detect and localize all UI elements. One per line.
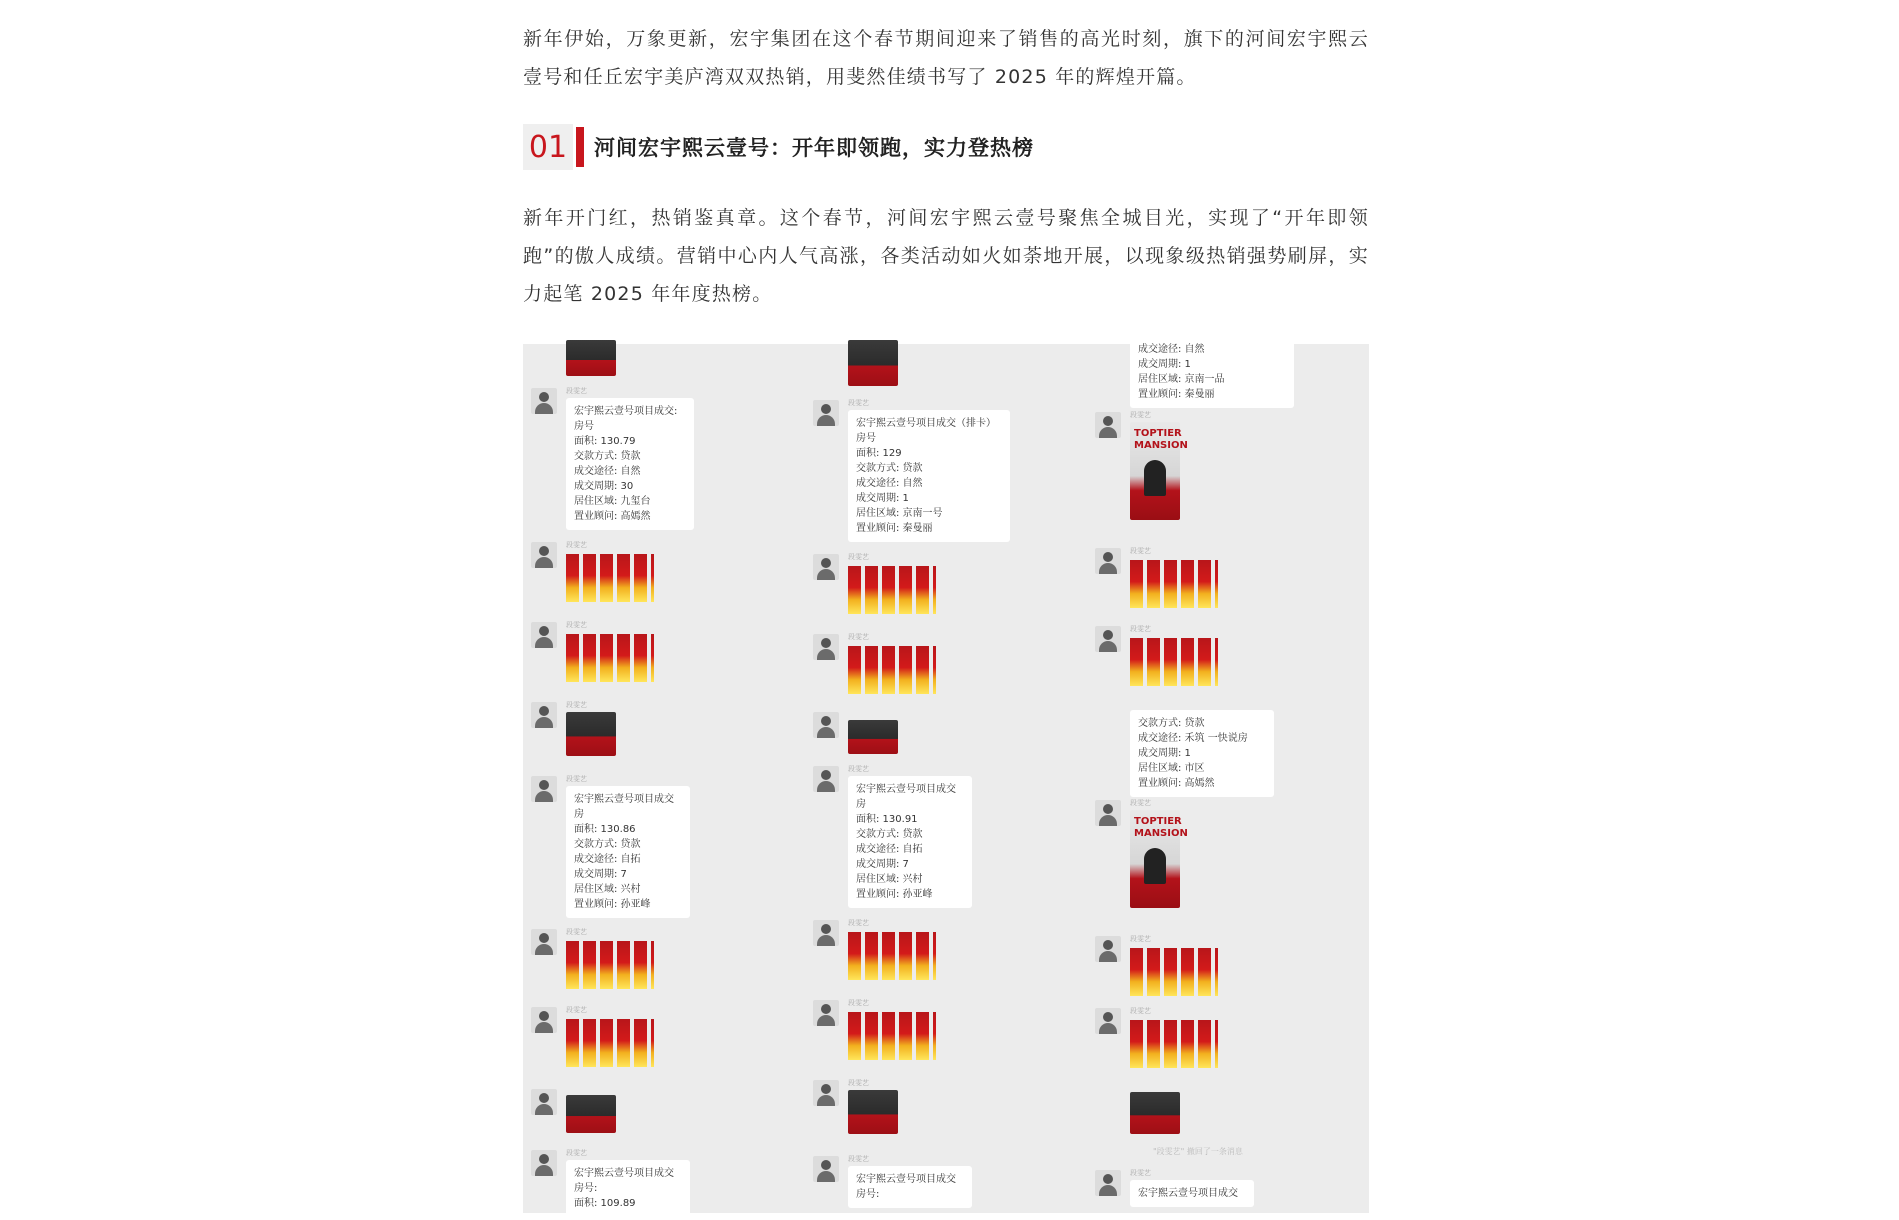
poster-title: TOPTIER MANSION: [1134, 428, 1188, 451]
avatar: [531, 1007, 557, 1033]
deal-line: 面积: 129: [856, 448, 902, 459]
sender-name: 段雯艺: [566, 928, 587, 936]
deal-line: 交款方式: 贷款: [856, 463, 923, 474]
sender-name: 段雯艺: [1130, 935, 1151, 943]
deal-message: [531, 388, 791, 538]
sender-name: 段雯艺: [566, 1149, 587, 1157]
section-title: 河间宏宇熙云壹号：开年即领跑，实力登热榜: [594, 136, 1034, 160]
deal-line: 交款方式: 贷款: [856, 829, 923, 840]
avatar: [813, 400, 839, 426]
deal-line: 成交周期: 7: [856, 859, 909, 870]
deal-line: 成交周期: 1: [1138, 359, 1191, 370]
deal-line: 居住区域: 九玺台: [574, 496, 651, 507]
deal-bubble: [848, 776, 972, 908]
firecracker-sticker: [1130, 1020, 1218, 1068]
poster-person-figure: [1144, 848, 1166, 884]
firecracker-message: [1095, 548, 1295, 612]
poster-image: [1130, 810, 1188, 908]
section-number: 01: [523, 124, 573, 170]
sender-name: 段雯艺: [848, 999, 869, 1007]
deal-message: [1095, 1170, 1355, 1220]
deal-line: 置业顾问: 高嫣然: [1138, 778, 1215, 789]
deal-line: 交款方式: 贷款: [574, 451, 641, 462]
firecracker-message: [531, 929, 731, 993]
avatar: [813, 634, 839, 660]
deal-line: 面积: 130.91: [856, 814, 918, 825]
avatar: [1095, 800, 1121, 826]
deal-line: 面积: 130.79: [574, 436, 636, 447]
deal-message: [1095, 710, 1355, 794]
avatar: [813, 766, 839, 792]
deal-message: [531, 1150, 791, 1220]
deal-bubble: [566, 786, 690, 918]
deal-bubble: [1130, 1180, 1254, 1207]
sender-name: 段雯艺: [1130, 625, 1151, 633]
poster-person-figure: [1144, 460, 1166, 496]
firecracker-sticker: [1130, 948, 1218, 996]
deal-line: 居住区域: 兴村: [856, 874, 923, 885]
avatar: [1095, 548, 1121, 574]
avatar: [531, 542, 557, 568]
firecracker-sticker: [1130, 560, 1218, 608]
sender-name: 段雯艺: [848, 1155, 869, 1163]
deal-line: 成交周期: 1: [1138, 748, 1191, 759]
intro-paragraph: 新年伊始，万象更新，宏宇集团在这个春节期间迎来了销售的高光时刻，旗下的河间宏宇熙云壹号和任丘宏宇美庐湾双双热销，用斐然佳绩书写了 2025 年的辉煌开篇。: [523, 28, 1369, 88]
firecracker-message: [531, 542, 731, 606]
sender-name: 段雯艺: [566, 1006, 587, 1014]
deal-line: 宏宇熙云壹号项目成交: [574, 794, 674, 805]
poster-message: [1095, 1092, 1295, 1142]
sender-name: 段雯艺: [848, 633, 869, 641]
sender-name: 段雯艺: [566, 701, 587, 709]
deal-line: 置业顾问: 孙亚峰: [856, 889, 933, 900]
body-paragraph: 新年开门红，热销鉴真章。这个春节，河间宏宇熙云壹号聚焦全城目光，实现了“开年即领跑”的傲人成绩。营销中心内人气高涨，各类活动如火如荼地开展，以现象级热销强势刷屏，实力起笔 2025 年年度热榜。: [523, 207, 1369, 305]
firecracker-message: [1095, 1008, 1295, 1072]
avatar: [531, 776, 557, 802]
deal-line: 居住区域: 京南一品: [1138, 374, 1225, 385]
avatar: [1095, 1170, 1121, 1196]
poster-thumbnail: [566, 1095, 616, 1133]
firecracker-sticker: [566, 634, 654, 682]
avatar: [1095, 1008, 1121, 1034]
poster-message: [1095, 800, 1295, 920]
poster-message: [531, 1089, 731, 1139]
sender-name: 段雯艺: [566, 775, 587, 783]
sender-name: 段雯艺: [848, 1079, 869, 1087]
deal-line: 置业顾问: 秦曼丽: [1138, 389, 1215, 400]
deal-line: 宏宇熙云壹号项目成交: [574, 1168, 674, 1179]
deal-bubble: [566, 398, 694, 530]
avatar: [813, 1080, 839, 1106]
deal-line: 房号:: [856, 1189, 880, 1200]
section-accent-bar: [576, 127, 584, 167]
chat-message: [813, 340, 1013, 390]
deal-line: 居住区域: 市区: [1138, 763, 1205, 774]
poster-thumbnail: [566, 712, 616, 756]
avatar: [1095, 936, 1121, 962]
poster-thumbnail: [1130, 1092, 1180, 1134]
avatar: [531, 1089, 557, 1115]
sender-name: 段雯艺: [848, 399, 869, 407]
avatar: [531, 929, 557, 955]
avatar: [1095, 626, 1121, 652]
poster-thumbnail: [848, 720, 898, 754]
deal-message: [813, 400, 1073, 550]
sender-name: 段雯艺: [1130, 1007, 1151, 1015]
deal-line: 成交途径: 自然: [856, 478, 923, 489]
chat-column-3: [1095, 344, 1365, 1213]
firecracker-sticker: [566, 554, 654, 602]
firecracker-message: [813, 1000, 1013, 1064]
deal-line: 置业顾问: 孙亚峰: [574, 899, 651, 910]
firecracker-message: [813, 554, 1013, 618]
deal-line: 成交途径: 自拓: [574, 854, 641, 865]
chat-screenshot-image: [523, 344, 1369, 1213]
chat-column-2: [813, 344, 1083, 1213]
deal-bubble: [566, 1160, 690, 1217]
sender-name: 段雯艺: [566, 387, 587, 395]
deal-line: 面积: 109.89: [574, 1198, 636, 1209]
deal-line: 宏宇熙云壹号项目成交（排卡）: [856, 418, 996, 429]
firecracker-message: [531, 1007, 731, 1071]
firecracker-sticker: [566, 1019, 654, 1067]
avatar: [531, 388, 557, 414]
chat-message: [531, 340, 731, 380]
deal-bubble: [1130, 710, 1274, 797]
firecracker-message: [813, 634, 1013, 698]
deal-line: 交款方式: 贷款: [1138, 718, 1205, 729]
firecracker-message: [813, 920, 1013, 984]
sender-name: 段雯艺: [566, 541, 587, 549]
deal-line: 居住区域: 兴村: [574, 884, 641, 895]
deal-line: 交款方式: 贷款: [574, 839, 641, 850]
avatar: [531, 622, 557, 648]
sender-name: 段雯艺: [1130, 547, 1151, 555]
avatar: [531, 1150, 557, 1176]
sender-name: 段雯艺: [848, 919, 869, 927]
sender-name: 段雯艺: [1130, 799, 1151, 807]
avatar: [813, 920, 839, 946]
deal-line: 置业顾问: 秦曼丽: [856, 523, 933, 534]
deal-bubble: [848, 1166, 972, 1208]
deal-line: 宏宇熙云壹号项目成交: [1138, 1188, 1238, 1199]
firecracker-sticker: [848, 646, 936, 694]
deal-line: 宏宇熙云壹号项目成交: [856, 1174, 956, 1185]
firecracker-message: [531, 622, 731, 686]
firecracker-message: [1095, 626, 1295, 690]
sender-name: 段雯艺: [848, 765, 869, 773]
deal-line: 宏宇熙云壹号项目成交: [856, 784, 956, 795]
poster-message: [813, 1080, 1013, 1140]
poster-thumbnail: [566, 340, 616, 376]
deal-line: 房号:: [574, 1183, 598, 1194]
deal-bubble: [1130, 336, 1294, 408]
poster-thumbnail: [848, 1090, 898, 1134]
recall-notice: "段雯艺" 撤回了一条消息: [1153, 1147, 1243, 1156]
deal-message: [813, 1156, 1073, 1216]
avatar: [813, 712, 839, 738]
firecracker-message: [1095, 936, 1295, 1000]
deal-line: 成交途径: 自然: [1138, 344, 1205, 355]
avatar: [1095, 412, 1121, 438]
sender-name: 段雯艺: [1130, 1169, 1151, 1177]
sender-name: 段雯艺: [848, 553, 869, 561]
avatar: [813, 1156, 839, 1182]
chat-column-1: [531, 344, 801, 1213]
deal-line: 成交途径: 自拓: [856, 844, 923, 855]
deal-line: 成交周期: 1: [856, 493, 909, 504]
deal-line: 成交周期: 30: [574, 481, 634, 492]
deal-line: 置业顾问: 高嫣然: [574, 511, 651, 522]
deal-bubble: [848, 410, 1010, 542]
poster-message: [813, 712, 1013, 760]
poster-thumbnail: [848, 340, 898, 386]
firecracker-sticker: [848, 566, 936, 614]
poster-message: [531, 702, 731, 766]
deal-line: 房号: [856, 433, 876, 444]
avatar: [813, 554, 839, 580]
firecracker-sticker: [848, 1012, 936, 1060]
firecracker-sticker: [1130, 638, 1218, 686]
poster-title: TOPTIER MANSION: [1134, 816, 1188, 839]
poster-message: [1095, 412, 1295, 532]
deal-line: 成交途径: 禾筑 一快说房: [1138, 733, 1248, 744]
deal-line: 房: [856, 799, 866, 810]
deal-line: 宏宇熙云壹号项目成交:: [574, 406, 678, 417]
deal-line: 面积: 130.86: [574, 824, 636, 835]
deal-message: [531, 776, 791, 926]
poster-image: [1130, 422, 1188, 520]
deal-message: [813, 766, 1073, 916]
firecracker-sticker: [848, 932, 936, 980]
firecracker-sticker: [566, 941, 654, 989]
deal-line: 成交途径: 自然: [574, 466, 641, 477]
sender-name: 段雯艺: [1130, 411, 1151, 419]
avatar: [531, 702, 557, 728]
deal-line: 成交周期: 7: [574, 869, 627, 880]
deal-message: [1095, 336, 1355, 404]
section-heading: [523, 124, 1034, 170]
avatar: [813, 1000, 839, 1026]
deal-line: 居住区域: 京南一号: [856, 508, 943, 519]
sender-name: 段雯艺: [566, 621, 587, 629]
deal-line: 房: [574, 809, 584, 820]
deal-line: 房号: [574, 421, 594, 432]
